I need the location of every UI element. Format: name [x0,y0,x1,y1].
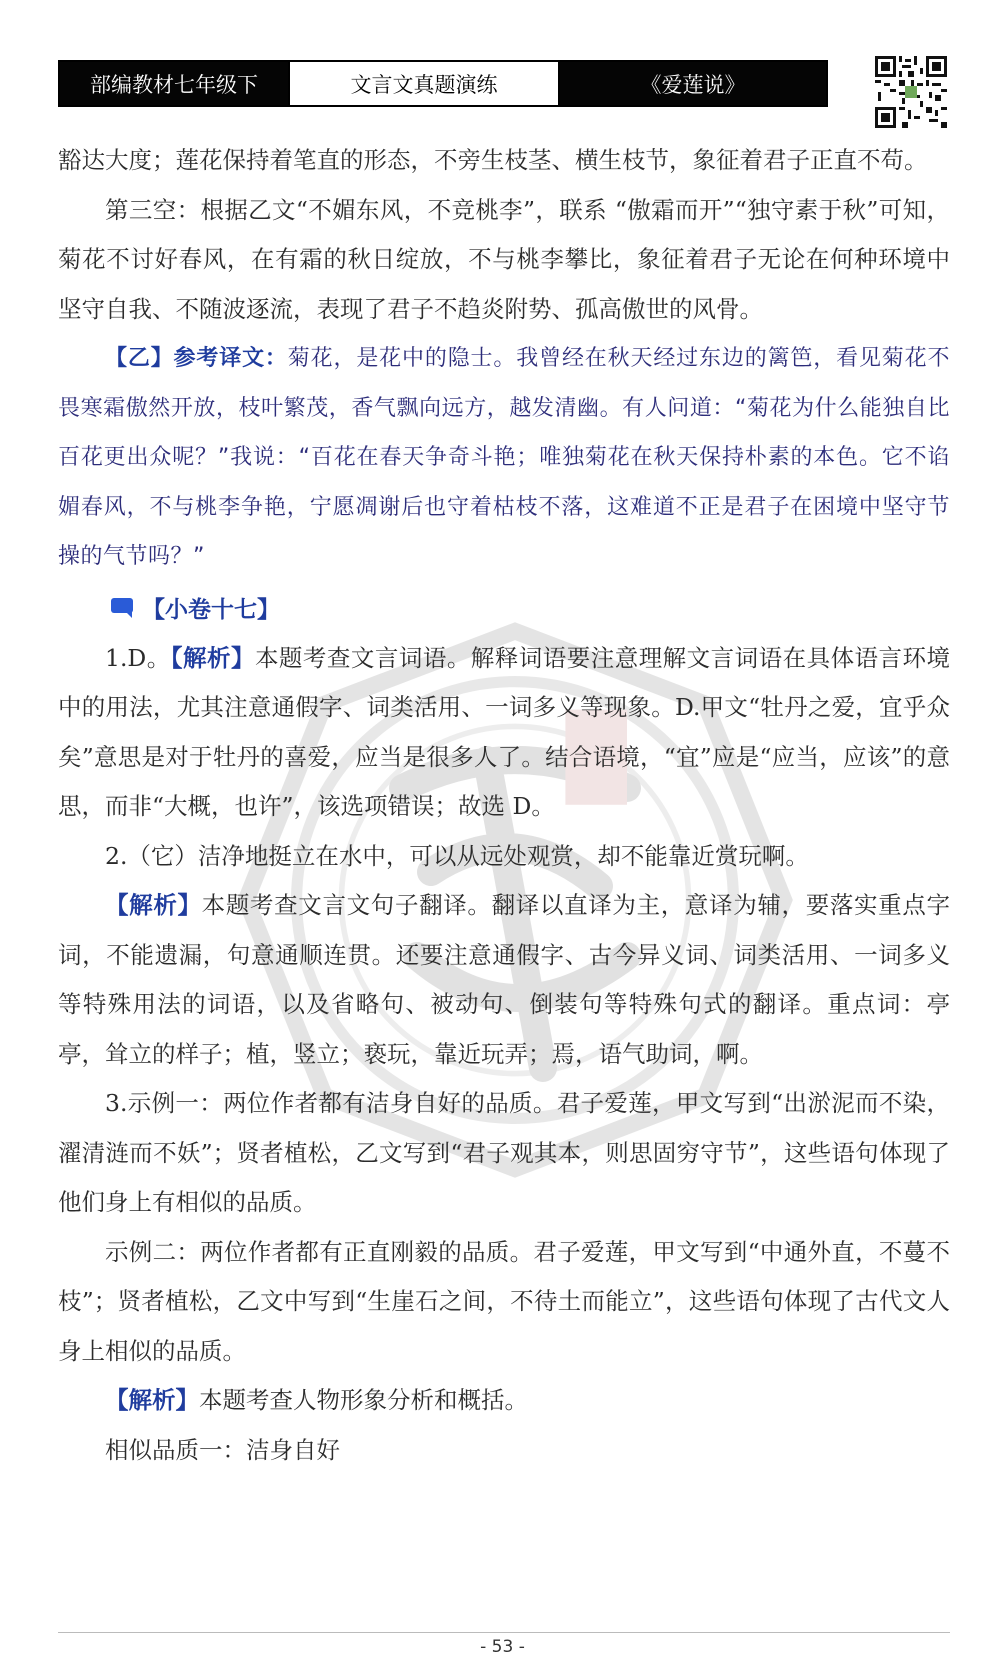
translation-label: 【乙】参考译文： [105,346,288,371]
answer-3: 3.示例一：两位作者都有洁身自好的品质。君子爱莲，甲文写到“出淤泥而不染，濯清涟而不妖”；贤者植松，乙文写到“君子观其本，则思固穷守节”，这些语句体现了他们身上有相似的品质。 [58,1089,950,1216]
answer-3-label: 【解析】 [105,1386,199,1414]
paragraph-continuation: 豁达大度；莲花保持着笔直的形态，不旁生枝茎、横生枝节，象征着君子正直不苟。 [58,146,928,174]
section-flag-icon [110,597,136,619]
answer-1-prefix: 1.D。 [105,643,171,672]
translation-text: 菊花，是花中的隐士。我曾经在秋天经过东边的篱笆，看见菊花不畏寒霜傲然开放，枝叶繁茂，香气飘向远方，越发清幽。有人问道：“菊花为什么能独自比百花更出众呢？”我说：“百花在春天争奇斗艳；唯独菊花在秋天保持朴素的本色。它不谄媚春风，不与桃李争艳，宁愿凋谢后也守着枯枝不落，这难道不正是君子在困境中坚守节操的气节吗？” [58,346,950,569]
answer-2-label: 【解析】 [105,891,202,919]
answer-1-label: 【解析】 [170,643,255,672]
header-title: 文言文真题演练 [288,62,560,105]
qr-code-icon[interactable] [875,56,947,128]
footer-divider [58,1632,950,1633]
answer-1-text: 本题考查文言词语。解释词语要注意理解文言词语在具体语言环境中的用法，尤其注意通假字、词类活用、一词多义等现象。D.甲文“牡丹之爱，宜乎众矣”意思是对于牡丹的喜爱，应当是很多人了。结合语境，“宜”应是“应当，应该”的意思，而非“大概，也许”，该选项错误；故选 D。 [58,643,951,820]
answer-2: 2.（它）洁净地挺立在水中，可以从远处观赏，却不能靠近赏玩啊。 [105,841,809,870]
header-grade: 部编教材七年级下 [60,62,288,105]
answer-2-analysis [58,881,950,1079]
answer-3-point-1: 相似品质一：洁身自好 [105,1435,340,1464]
section-heading [110,582,950,634]
section-title: 【小卷十七】 [142,597,280,623]
answer-2-analysis-text: 本题考查文言文句子翻译。翻译以直译为主，意译为辅，要落实重点字词，不能遗漏，句意通顺连贯。还要注意通假字、古今异义词、词类活用、一词多义等特殊用法的词语，以及省略句、被动句、倒装句等特殊句式的翻译。重点词：亭亭，耸立的样子；植，竖立；亵玩，靠近玩弄；焉，语气助词，啊。 [58,891,951,1068]
answer-3-analysis [58,1376,950,1426]
header-bar [58,60,828,107]
main-content [58,136,950,1475]
header-lesson: 《爱莲说》 [560,62,826,105]
translation-paragraph [58,334,950,582]
page-number: - 53 - [480,1637,525,1657]
answer-1 [58,634,950,832]
answer-3-example-2: 示例二：两位作者都有正直刚毅的品质。君子爱莲，甲文写到“中通外直，不蔓不枝”；贤者植松，乙文中写到“生崖石之间，不待土而能立”，这些语句体现了古代文人身上相似的品质。 [58,1237,950,1365]
answer-3-analysis-text: 本题考查人物形象分析和概括。 [199,1386,528,1414]
paragraph-third-blank: 第三空：根据乙文“不媚东风，不竞桃李”，联系 “傲霜而开”“独守素于秋”可知，菊花不讨好春风，在有霜的秋日绽放，不与桃李攀比，象征着君子无论在何种环境中坚守自我、不随波逐流，表现了君子不趋炎附势、孤高傲世的风骨。 [58,195,950,323]
